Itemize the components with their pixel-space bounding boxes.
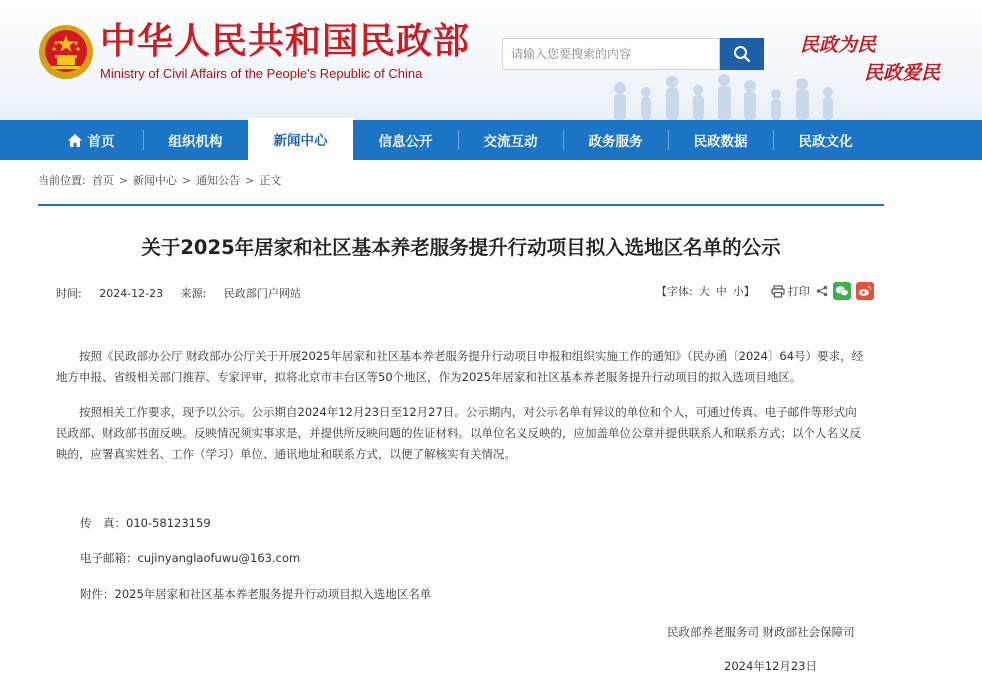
time-label: 时间: — [56, 287, 82, 300]
signature-date: 2024年12月23日 — [724, 659, 818, 673]
wechat-share-icon[interactable] — [833, 282, 851, 300]
nav-item-culture[interactable] — [773, 120, 878, 160]
nav-item-news[interactable] — [248, 118, 353, 160]
print-button[interactable] — [771, 283, 810, 299]
article-body — [56, 346, 868, 479]
divider — [38, 204, 884, 206]
breadcrumb-prefix: 当前位置: — [38, 174, 86, 187]
nav-item-home[interactable] — [38, 120, 143, 160]
attachment-label: 附件： — [80, 587, 115, 601]
body-paragraph-2: 按照相关工作要求，现予以公示。公示期自2024年12月23日至12月27日。公示期内，对公示名单有异议的单位和个人，可通过传真、电子邮件等形式向民政部、财政部书面反映。反映情况须实事求是，并提供所反映问题的佐证材料。以单位名义反映的，应加盖单位公章并提供联系人和联系方式；以个人名义反映的，应署真实姓名、工作（学习）单位、通讯地址和联系方式，以便了解核实有关情况。 — [56, 405, 861, 461]
nav-item-label: 民政文化 — [798, 134, 853, 150]
printer-icon — [771, 285, 785, 298]
nav-item-interaction[interactable] — [458, 120, 563, 160]
attachment-line — [80, 586, 431, 602]
slogan-line-2: 民政爱民 — [864, 62, 941, 84]
fax-line — [80, 515, 211, 531]
site-subtitle: Ministry of Civil Affairs of the People's Republic of China — [100, 66, 423, 81]
attachment-link[interactable]: 2025年居家和社区基本养老服务提升行动项目拟入选地区名单 — [114, 587, 432, 601]
people-silhouette-decoration — [600, 70, 860, 120]
article-tools — [656, 282, 874, 300]
chevron-right-icon: > — [118, 173, 128, 187]
slogan-line-1: 民政为民 — [800, 34, 877, 56]
weibo-share-icon[interactable] — [856, 282, 874, 300]
breadcrumb-news[interactable]: 新闻中心 — [132, 174, 177, 187]
body-paragraph-1: 按照《民政部办公厅 财政部办公厅关于开展2025年居家和社区基本养老服务提升行动项目申报和组织实施工作的通知》（民办函〔2024〕64号）要求，经地方申报、省级相关部门推荐、专家评审，拟将北京市丰台区等50个地区，作为2025年居家和社区基本养老服务提升行动项目的拟入选项目地区。 — [56, 349, 864, 384]
article-source — [181, 287, 301, 300]
nav-item-label: 首页 — [87, 134, 115, 150]
search-input[interactable] — [503, 39, 719, 69]
nav-item-services[interactable] — [563, 120, 668, 160]
fax-label: 传 真： — [80, 516, 126, 530]
email-line — [80, 550, 300, 566]
fax-value: 010-58123159 — [126, 516, 211, 530]
search-box — [502, 38, 720, 70]
email-value: cujinyanglaofuwu@163.com — [137, 551, 301, 565]
nav-item-label: 政务服务 — [588, 134, 643, 150]
nav-item-data[interactable] — [668, 120, 773, 160]
email-label: 电子邮箱： — [80, 551, 138, 565]
nav-item-label: 交流互动 — [483, 134, 538, 150]
search-icon — [733, 45, 751, 63]
article-meta — [56, 285, 301, 301]
print-label: 打印 — [787, 285, 810, 298]
site-header — [0, 0, 982, 120]
nav-item-label: 信息公开 — [378, 134, 433, 150]
nav-item-organization[interactable] — [143, 120, 248, 160]
site-title: 中华人民共和国民政部 — [100, 21, 471, 62]
time-value: 2024-12-23 — [99, 287, 164, 300]
chevron-right-icon: > — [245, 173, 255, 187]
font-size-large[interactable]: 大 — [698, 285, 710, 298]
article-title: 关于2025年居家和社区基本养老服务提升行动项目拟入选地区名单的公示 — [141, 236, 781, 259]
breadcrumb — [38, 172, 281, 188]
nav-item-label: 新闻中心 — [273, 133, 328, 149]
nav-item-info-disclosure[interactable] — [353, 120, 458, 160]
source-label: 来源: — [180, 287, 207, 300]
share-group — [816, 282, 874, 300]
font-size-small[interactable]: 小】 — [732, 285, 755, 298]
home-icon — [67, 133, 83, 148]
breadcrumb-current: 正文 — [259, 174, 282, 187]
publish-time — [56, 287, 163, 300]
nav-item-label: 民政数据 — [693, 134, 748, 150]
nav-item-label: 组织机构 — [168, 134, 223, 150]
breadcrumb-notices[interactable]: 通知公告 — [196, 174, 241, 187]
national-emblem-icon — [38, 24, 94, 80]
main-nav — [0, 120, 982, 160]
share-icon[interactable] — [816, 285, 828, 297]
chevron-right-icon: > — [181, 173, 192, 187]
breadcrumb-home[interactable]: 首页 — [91, 174, 114, 187]
font-size-medium[interactable]: 中 — [715, 285, 727, 298]
search-button[interactable] — [720, 38, 764, 70]
source-value: 民政部门户网站 — [223, 287, 301, 300]
font-size-label: 【字体: — [656, 285, 693, 298]
signature: 民政部养老服务司 财政部社会保障司 — [667, 625, 855, 639]
